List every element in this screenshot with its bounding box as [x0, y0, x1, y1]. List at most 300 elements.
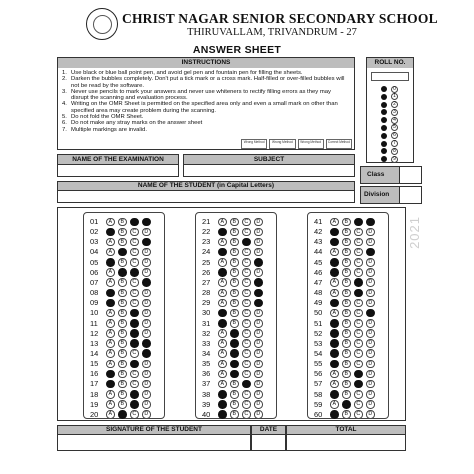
option-bubble-a[interactable]: A	[106, 339, 115, 348]
option-bubble-b[interactable]: B	[342, 329, 351, 338]
option-bubble-c[interactable]: C	[354, 410, 363, 419]
option-bubble-d[interactable]: D	[142, 258, 151, 267]
option-bubble-b[interactable]: B	[342, 390, 351, 399]
question-number: 57	[314, 379, 323, 389]
roll-digit-bubble[interactable]: 2	[391, 101, 398, 108]
option-bubble-d[interactable]: D	[254, 390, 263, 399]
option-bubble-c[interactable]: C	[354, 268, 363, 277]
question-number: 40	[202, 409, 211, 419]
option-bubble-c[interactable]: C	[242, 410, 251, 419]
option-bubble-d[interactable]: D	[366, 400, 375, 409]
option-bubble-b[interactable]: B	[118, 370, 127, 379]
roll-digit-bubble[interactable]: 7	[391, 140, 398, 147]
question-number: 53	[314, 338, 323, 348]
question-number: 50	[314, 308, 323, 318]
option-bubble-a[interactable]: A	[218, 258, 227, 267]
option-bubble-c[interactable]: C	[354, 329, 363, 338]
exam-name-field[interactable]	[57, 165, 179, 177]
option-bubble-b[interactable]: B	[118, 410, 127, 419]
option-bubble-a[interactable]: A	[218, 238, 227, 247]
option-bubble-c[interactable]: C	[354, 278, 363, 287]
option-bubble-a[interactable]: A	[218, 349, 227, 358]
option-bubble-a[interactable]: A	[218, 380, 227, 389]
roll-digit-bubble[interactable]: 4	[391, 117, 398, 124]
question-row	[84, 399, 164, 409]
option-bubble-b[interactable]: B	[118, 248, 127, 257]
roll-digit-bubble[interactable]: 5	[391, 124, 398, 131]
option-bubble-d[interactable]: D	[254, 360, 263, 369]
option-bubble-c[interactable]: C	[130, 238, 139, 247]
question-number: 20	[90, 409, 99, 419]
option-bubble-c[interactable]: C	[242, 390, 251, 399]
option-bubble-c[interactable]: C	[242, 339, 251, 348]
option-bubble-d[interactable]: D	[366, 390, 375, 399]
question-number: 36	[202, 369, 211, 379]
option-bubble-c[interactable]: C	[242, 400, 251, 409]
option-bubble-d[interactable]: D	[366, 278, 375, 287]
question-number: 16	[90, 369, 99, 379]
option-bubble-b[interactable]: B	[230, 289, 239, 298]
option-bubble-a[interactable]: A	[330, 380, 339, 389]
option-bubble-b[interactable]: B	[230, 228, 239, 237]
option-bubble-a[interactable]: A	[106, 268, 115, 277]
option-bubble-c[interactable]: C	[130, 380, 139, 389]
question-row	[196, 328, 276, 338]
option-bubble-a[interactable]: A	[218, 410, 227, 419]
option-bubble-a[interactable]: A	[106, 390, 115, 399]
option-bubble-a[interactable]: A	[218, 299, 227, 308]
option-bubble-d[interactable]: D	[254, 400, 263, 409]
question-row	[308, 358, 388, 368]
question-number: 34	[202, 348, 211, 358]
option-bubble-c[interactable]: C	[354, 370, 363, 379]
option-bubble-a[interactable]: A	[106, 370, 115, 379]
instructions-title: INSTRUCTIONS	[58, 58, 354, 68]
question-row	[196, 338, 276, 348]
option-bubble-d[interactable]: D	[142, 349, 151, 358]
option-bubble-c[interactable]: C	[130, 370, 139, 379]
option-bubble-d[interactable]: D	[366, 380, 375, 389]
option-bubble-d[interactable]: D	[254, 349, 263, 358]
option-bubble-c[interactable]: C	[242, 380, 251, 389]
option-bubble-c[interactable]: C	[354, 319, 363, 328]
roll-number-field[interactable]	[371, 72, 409, 81]
option-bubble-d[interactable]: D	[142, 400, 151, 409]
option-bubble-b[interactable]: B	[342, 410, 351, 419]
option-bubble-d[interactable]: D	[142, 238, 151, 247]
option-bubble-b[interactable]: B	[118, 309, 127, 318]
option-bubble-d[interactable]: D	[366, 329, 375, 338]
option-bubble-a[interactable]: A	[330, 410, 339, 419]
option-bubble-d[interactable]: D	[366, 349, 375, 358]
option-bubble-b[interactable]: B	[342, 349, 351, 358]
option-bubble-a[interactable]: A	[330, 238, 339, 247]
option-bubble-c[interactable]: C	[242, 299, 251, 308]
question-number: 49	[314, 298, 323, 308]
option-bubble-a[interactable]: A	[330, 248, 339, 257]
option-bubble-c[interactable]: C	[130, 349, 139, 358]
roll-mark	[381, 109, 387, 115]
student-name-field[interactable]	[57, 191, 355, 203]
question-number: 24	[202, 247, 211, 257]
option-bubble-d[interactable]: D	[142, 329, 151, 338]
option-bubble-b[interactable]: B	[118, 268, 127, 277]
option-bubble-c[interactable]: C	[354, 380, 363, 389]
option-bubble-d[interactable]: D	[254, 380, 263, 389]
option-bubble-c[interactable]: C	[242, 329, 251, 338]
option-bubble-a[interactable]: A	[330, 218, 339, 227]
option-bubble-b[interactable]: B	[230, 299, 239, 308]
question-row	[196, 216, 276, 226]
option-bubble-c[interactable]: C	[354, 360, 363, 369]
option-bubble-c[interactable]: C	[242, 319, 251, 328]
option-bubble-b[interactable]: B	[230, 329, 239, 338]
option-bubble-b[interactable]: B	[118, 339, 127, 348]
option-bubble-c[interactable]: C	[354, 258, 363, 267]
option-bubble-d[interactable]: D	[142, 410, 151, 419]
option-bubble-d[interactable]: D	[142, 228, 151, 237]
option-bubble-d[interactable]: D	[254, 309, 263, 318]
option-bubble-a[interactable]: A	[218, 278, 227, 287]
instruction-text: Multiple markings are invalid.	[71, 126, 147, 133]
option-bubble-c[interactable]: C	[242, 268, 251, 277]
option-bubble-a[interactable]: A	[106, 218, 115, 227]
question-number: 59	[314, 399, 323, 409]
option-bubble-c[interactable]: C	[242, 349, 251, 358]
option-bubble-a[interactable]: A	[330, 349, 339, 358]
question-row	[84, 216, 164, 226]
option-bubble-d[interactable]: D	[142, 370, 151, 379]
option-bubble-a[interactable]: A	[218, 319, 227, 328]
question-number: 55	[314, 359, 323, 369]
question-row	[196, 236, 276, 246]
question-number: 21	[202, 217, 211, 226]
option-bubble-d[interactable]: D	[142, 289, 151, 298]
option-bubble-a[interactable]: A	[330, 390, 339, 399]
question-row	[196, 307, 276, 317]
option-bubble-c[interactable]: C	[130, 329, 139, 338]
option-bubble-b[interactable]: B	[342, 299, 351, 308]
option-bubble-a[interactable]: A	[106, 299, 115, 308]
option-bubble-b[interactable]: B	[118, 258, 127, 267]
date-label: DATE	[251, 425, 286, 435]
option-bubble-d[interactable]: D	[254, 248, 263, 257]
option-bubble-d[interactable]: D	[254, 278, 263, 287]
option-bubble-b[interactable]: B	[118, 289, 127, 298]
option-bubble-b[interactable]: B	[118, 349, 127, 358]
instruction-number: 3.	[62, 88, 67, 95]
option-bubble-a[interactable]: A	[218, 228, 227, 237]
option-bubble-c[interactable]: C	[242, 218, 251, 227]
option-bubble-c[interactable]: C	[130, 360, 139, 369]
option-bubble-a[interactable]: A	[330, 370, 339, 379]
option-bubble-d[interactable]: D	[366, 218, 375, 227]
option-bubble-a[interactable]: A	[330, 278, 339, 287]
option-bubble-c[interactable]: C	[242, 370, 251, 379]
roll-digit-bubble[interactable]: 8	[391, 148, 398, 155]
option-bubble-a[interactable]: A	[106, 400, 115, 409]
option-bubble-c[interactable]: C	[130, 400, 139, 409]
roll-digit-bubble[interactable]: 9	[391, 156, 398, 163]
option-bubble-c[interactable]: C	[130, 319, 139, 328]
option-bubble-b[interactable]: B	[342, 370, 351, 379]
option-bubble-d[interactable]: D	[142, 319, 151, 328]
option-bubble-d[interactable]: D	[254, 289, 263, 298]
signature-field[interactable]	[57, 435, 251, 451]
option-bubble-b[interactable]: B	[118, 380, 127, 389]
option-bubble-b[interactable]: B	[342, 218, 351, 227]
option-bubble-a[interactable]: A	[330, 400, 339, 409]
option-bubble-a[interactable]: A	[106, 238, 115, 247]
option-bubble-b[interactable]: B	[230, 349, 239, 358]
option-bubble-a[interactable]: A	[106, 349, 115, 358]
option-bubble-d[interactable]: D	[142, 390, 151, 399]
total-field[interactable]	[286, 435, 406, 451]
option-bubble-b[interactable]: B	[230, 410, 239, 419]
option-bubble-b[interactable]: B	[342, 339, 351, 348]
option-bubble-d[interactable]: D	[366, 319, 375, 328]
option-bubble-b[interactable]: B	[118, 299, 127, 308]
roll-digit-bubble[interactable]: 6	[391, 132, 398, 139]
option-bubble-c[interactable]: C	[130, 289, 139, 298]
option-bubble-d[interactable]: D	[366, 360, 375, 369]
option-bubble-c[interactable]: C	[354, 299, 363, 308]
option-bubble-c[interactable]: C	[130, 218, 139, 227]
option-bubble-d[interactable]: D	[366, 268, 375, 277]
option-bubble-d[interactable]: D	[366, 238, 375, 247]
option-bubble-d[interactable]: D	[254, 238, 263, 247]
option-bubble-b[interactable]: B	[118, 238, 127, 247]
option-bubble-c[interactable]: C	[354, 390, 363, 399]
option-bubble-c[interactable]: C	[354, 339, 363, 348]
instruction-text: Darken the bubbles completely. Don't put a tick mark or a cross mark. Half-filled or over-filled bubbles will not be read by the software.	[71, 76, 345, 89]
subject-field[interactable]	[183, 165, 355, 177]
option-bubble-d[interactable]: D	[366, 289, 375, 298]
option-bubble-d[interactable]: D	[142, 339, 151, 348]
option-bubble-a[interactable]: A	[218, 309, 227, 318]
option-bubble-d[interactable]: D	[254, 228, 263, 237]
option-bubble-c[interactable]: C	[242, 289, 251, 298]
question-row	[84, 277, 164, 287]
question-number: 33	[202, 338, 211, 348]
option-bubble-d[interactable]: D	[254, 339, 263, 348]
option-bubble-b[interactable]: B	[230, 400, 239, 409]
option-bubble-a[interactable]: A	[106, 248, 115, 257]
option-bubble-a[interactable]: A	[330, 299, 339, 308]
option-bubble-d[interactable]: D	[366, 339, 375, 348]
option-bubble-a[interactable]: A	[330, 258, 339, 267]
roll-digit-bubble[interactable]: 1	[391, 93, 398, 100]
option-bubble-a[interactable]: A	[106, 319, 115, 328]
option-bubble-b[interactable]: B	[342, 289, 351, 298]
option-bubble-d[interactable]: D	[366, 248, 375, 257]
roll-digit-bubble[interactable]: 0	[391, 86, 398, 93]
option-bubble-d[interactable]: D	[254, 299, 263, 308]
option-bubble-b[interactable]: B	[118, 278, 127, 287]
question-number: 15	[90, 359, 99, 369]
option-bubble-c[interactable]: C	[242, 258, 251, 267]
question-number: 11	[90, 318, 98, 328]
option-bubble-b[interactable]: B	[342, 360, 351, 369]
option-bubble-b[interactable]: B	[230, 319, 239, 328]
option-bubble-a[interactable]: A	[218, 370, 227, 379]
instruction-number: 5.	[62, 114, 67, 121]
option-bubble-c[interactable]: C	[354, 309, 363, 318]
option-bubble-d[interactable]: D	[254, 329, 263, 338]
option-bubble-b[interactable]: B	[230, 380, 239, 389]
option-bubble-d[interactable]: D	[254, 410, 263, 419]
option-bubble-d[interactable]: D	[366, 258, 375, 267]
option-bubble-c[interactable]: C	[242, 228, 251, 237]
option-bubble-a[interactable]: A	[330, 309, 339, 318]
option-bubble-c[interactable]: C	[130, 410, 139, 419]
option-bubble-c[interactable]: C	[130, 309, 139, 318]
option-bubble-b[interactable]: B	[118, 400, 127, 409]
option-bubble-b[interactable]: B	[118, 228, 127, 237]
option-bubble-b[interactable]: B	[230, 248, 239, 257]
option-bubble-c[interactable]: C	[354, 218, 363, 227]
option-bubble-a[interactable]: A	[106, 289, 115, 298]
option-bubble-b[interactable]: B	[230, 258, 239, 267]
option-bubble-b[interactable]: B	[342, 380, 351, 389]
option-bubble-d[interactable]: D	[142, 248, 151, 257]
option-bubble-c[interactable]: C	[242, 248, 251, 257]
instruction-text: Do not fold the OMR Sheet.	[71, 114, 144, 121]
option-bubble-b[interactable]: B	[342, 248, 351, 257]
option-bubble-d[interactable]: D	[254, 258, 263, 267]
option-bubble-a[interactable]: A	[218, 360, 227, 369]
option-bubble-a[interactable]: A	[218, 339, 227, 348]
option-bubble-a[interactable]: A	[330, 268, 339, 277]
option-bubble-c[interactable]: C	[242, 278, 251, 287]
class-field[interactable]	[400, 166, 422, 184]
option-bubble-b[interactable]: B	[342, 238, 351, 247]
option-bubble-c[interactable]: C	[354, 248, 363, 257]
option-bubble-d[interactable]: D	[142, 309, 151, 318]
option-bubble-a[interactable]: A	[218, 268, 227, 277]
option-bubble-c[interactable]: C	[130, 228, 139, 237]
option-bubble-b[interactable]: B	[230, 360, 239, 369]
option-bubble-c[interactable]: C	[130, 299, 139, 308]
option-bubble-c[interactable]: C	[354, 349, 363, 358]
option-bubble-b[interactable]: B	[342, 400, 351, 409]
option-bubble-d[interactable]: D	[142, 268, 151, 277]
date-field[interactable]	[251, 435, 286, 451]
marking-method-sample: Wrong Method	[269, 139, 295, 149]
option-bubble-d[interactable]: D	[142, 218, 151, 227]
option-bubble-b[interactable]: B	[342, 228, 351, 237]
option-bubble-b[interactable]: B	[230, 218, 239, 227]
option-bubble-a[interactable]: A	[106, 360, 115, 369]
option-bubble-c[interactable]: C	[130, 390, 139, 399]
option-bubble-d[interactable]: D	[142, 360, 151, 369]
option-bubble-a[interactable]: A	[106, 258, 115, 267]
option-bubble-d[interactable]: D	[366, 228, 375, 237]
roll-digit-bubble[interactable]: 3	[391, 109, 398, 116]
option-bubble-a[interactable]: A	[106, 410, 115, 419]
option-bubble-d[interactable]: D	[142, 278, 151, 287]
instruction-number: 1.	[62, 70, 67, 76]
option-bubble-a[interactable]: A	[330, 360, 339, 369]
option-bubble-b[interactable]: B	[230, 278, 239, 287]
option-bubble-c[interactable]: C	[354, 238, 363, 247]
option-bubble-b[interactable]: B	[342, 309, 351, 318]
option-bubble-d[interactable]: D	[366, 410, 375, 419]
option-bubble-c[interactable]: C	[130, 248, 139, 257]
option-bubble-c[interactable]: C	[130, 258, 139, 267]
option-bubble-c[interactable]: C	[354, 289, 363, 298]
option-bubble-a[interactable]: A	[106, 380, 115, 389]
option-bubble-a[interactable]: A	[330, 319, 339, 328]
option-bubble-d[interactable]: D	[366, 299, 375, 308]
option-bubble-a[interactable]: A	[106, 329, 115, 338]
option-bubble-d[interactable]: D	[254, 319, 263, 328]
question-row	[84, 226, 164, 236]
option-bubble-c[interactable]: C	[354, 400, 363, 409]
option-bubble-a[interactable]: A	[330, 339, 339, 348]
option-bubble-d[interactable]: D	[254, 218, 263, 227]
option-bubble-c[interactable]: C	[130, 278, 139, 287]
option-bubble-d[interactable]: D	[366, 309, 375, 318]
option-bubble-b[interactable]: B	[230, 390, 239, 399]
option-bubble-a[interactable]: A	[106, 309, 115, 318]
option-bubble-c[interactable]: C	[242, 360, 251, 369]
option-bubble-b[interactable]: B	[118, 360, 127, 369]
option-bubble-a[interactable]: A	[330, 228, 339, 237]
option-bubble-a[interactable]: A	[218, 248, 227, 257]
option-bubble-d[interactable]: D	[142, 299, 151, 308]
option-bubble-d[interactable]: D	[254, 268, 263, 277]
option-bubble-c[interactable]: C	[242, 238, 251, 247]
option-bubble-b[interactable]: B	[342, 268, 351, 277]
option-bubble-c[interactable]: C	[354, 228, 363, 237]
question-number: 09	[90, 298, 99, 308]
option-bubble-b[interactable]: B	[342, 258, 351, 267]
option-bubble-a[interactable]: A	[218, 390, 227, 399]
option-bubble-b[interactable]: B	[230, 238, 239, 247]
option-bubble-a[interactable]: A	[218, 400, 227, 409]
question-row	[196, 226, 276, 236]
option-bubble-a[interactable]: A	[218, 289, 227, 298]
option-bubble-c[interactable]: C	[130, 339, 139, 348]
option-bubble-b[interactable]: B	[230, 268, 239, 277]
option-bubble-b[interactable]: B	[230, 370, 239, 379]
option-bubble-a[interactable]: A	[106, 278, 115, 287]
option-bubble-a[interactable]: A	[218, 218, 227, 227]
question-number: 14	[90, 348, 99, 358]
option-bubble-b[interactable]: B	[230, 339, 239, 348]
option-bubble-b[interactable]: B	[118, 319, 127, 328]
question-row	[84, 368, 164, 378]
option-bubble-b[interactable]: B	[118, 329, 127, 338]
option-bubble-b[interactable]: B	[342, 278, 351, 287]
option-bubble-d[interactable]: D	[254, 370, 263, 379]
option-bubble-b[interactable]: B	[230, 309, 239, 318]
option-bubble-d[interactable]: D	[366, 370, 375, 379]
option-bubble-a[interactable]: A	[106, 228, 115, 237]
option-bubble-a[interactable]: A	[218, 329, 227, 338]
option-bubble-b[interactable]: B	[118, 218, 127, 227]
option-bubble-a[interactable]: A	[330, 289, 339, 298]
option-bubble-a[interactable]: A	[330, 329, 339, 338]
question-row	[84, 358, 164, 368]
option-bubble-c[interactable]: C	[130, 268, 139, 277]
option-bubble-d[interactable]: D	[142, 380, 151, 389]
option-bubble-b[interactable]: B	[118, 390, 127, 399]
division-field[interactable]	[400, 186, 422, 204]
option-bubble-c[interactable]: C	[242, 309, 251, 318]
option-bubble-b[interactable]: B	[342, 319, 351, 328]
